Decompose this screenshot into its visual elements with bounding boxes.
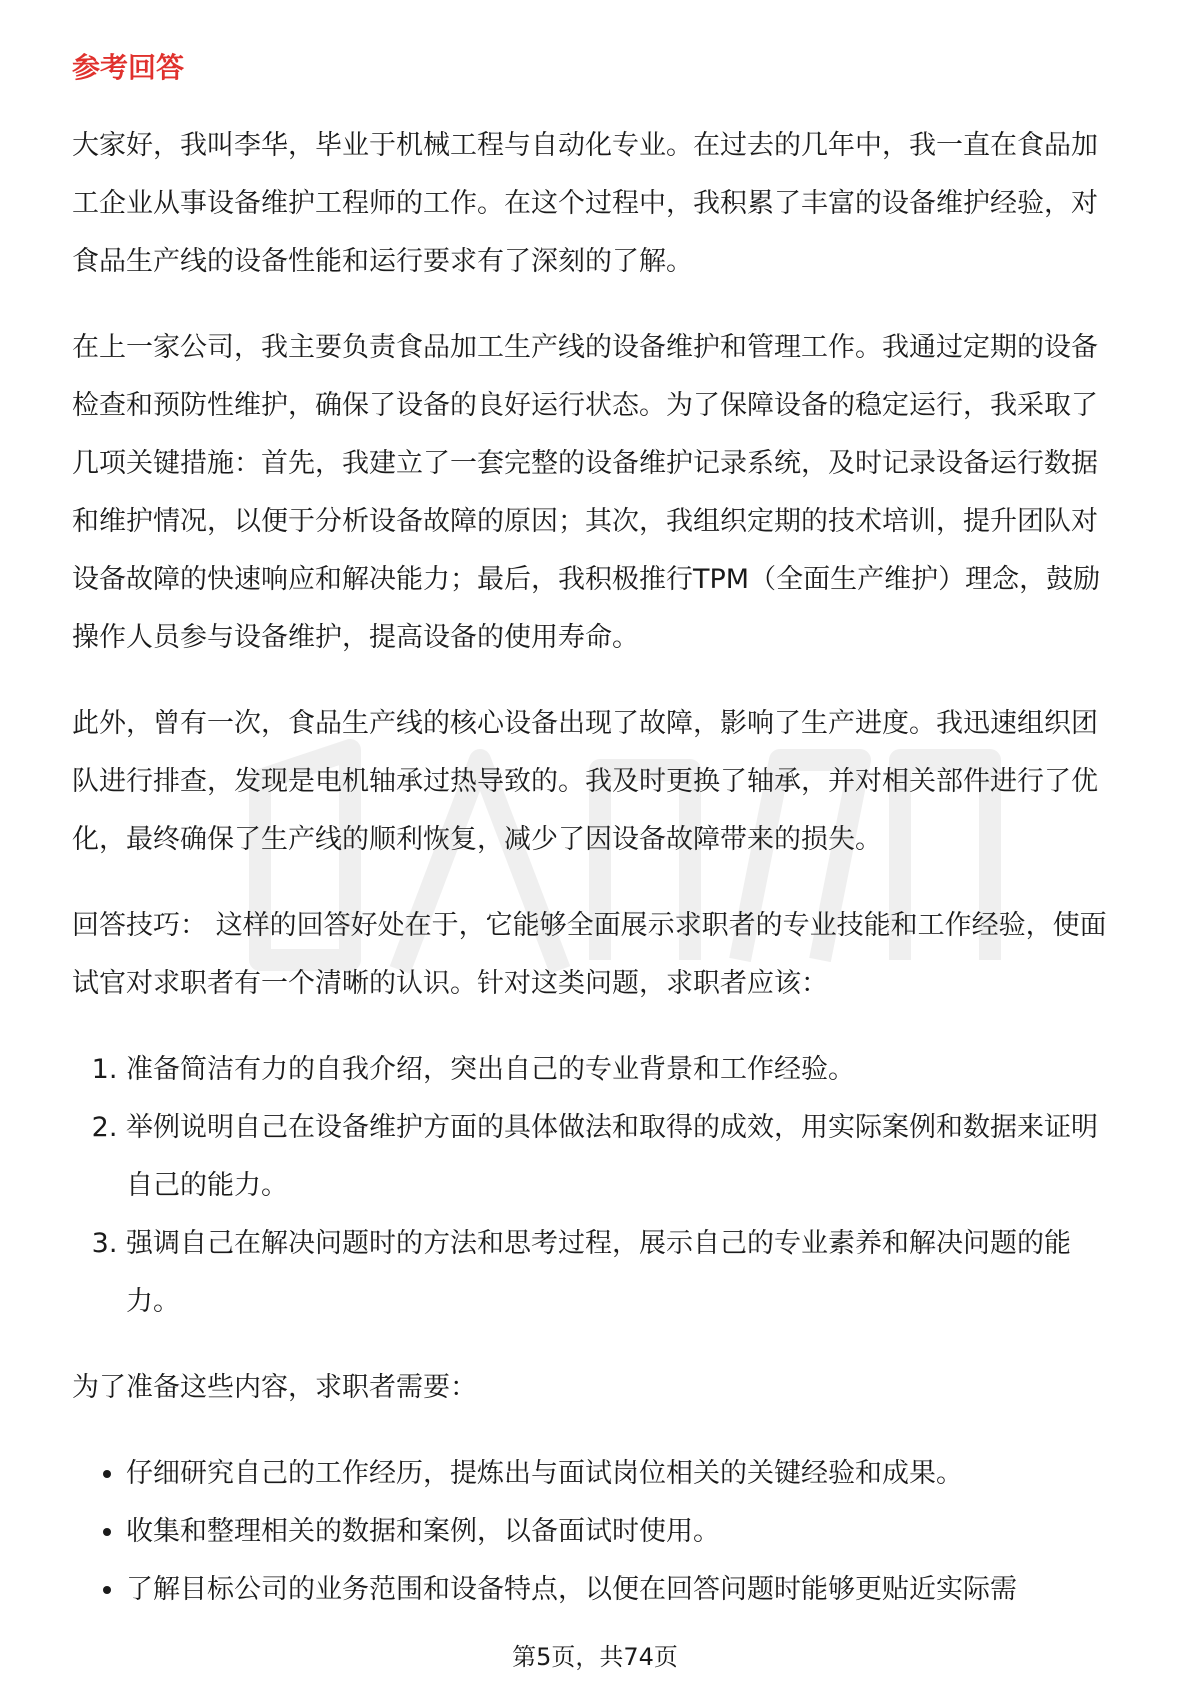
intro-paragraph: 大家好，我叫李华，毕业于机械工程与自动化专业。在过去的几年中，我一直在食品加工企业从事设备维护工程师的工作。在这个过程中，我积累了丰富的设备维护经验，对食品生产线的设备性能和运行要求有了深刻的了解。 [72, 130, 1098, 277]
list-item: 3. 强调自己在解决问题时的方法和思考过程，展示自己的专业素养和解决问题的能力。 [126, 1215, 1120, 1331]
tips-numbered-list [72, 1041, 1120, 1331]
prep-intro: 为了准备这些内容，求职者需要： [72, 1372, 477, 1403]
section-heading: 参考回答 [72, 51, 185, 84]
incident-paragraph: 此外，曾有一次，食品生产线的核心设备出现了故障，影响了生产进度。我迅速组织团队进行排查，发现是电机轴承过热导致的。我及时更换了轴承，并对相关部件进行了优化，最终确保了生产线的顺利恢复，减少了因设备故障带来的损失。 [72, 708, 1098, 855]
answer-body [72, 117, 1120, 1619]
list-item: 1. 准备简洁有力的自我介绍，突出自己的专业背景和工作经验。 [126, 1041, 1120, 1099]
list-item: • 了解目标公司的业务范围和设备特点，以便在回答问题时能够更贴近实际需 [126, 1561, 1120, 1619]
list-item: 2. 举例说明自己在设备维护方面的具体做法和取得的成效，用实际案例和数据来证明自己的能力。 [126, 1099, 1120, 1215]
page-number-footer: 第5页，共74页 [512, 1643, 678, 1671]
list-item: • 仔细研究自己的工作经历，提炼出与面试岗位相关的关键经验和成果。 [126, 1445, 1120, 1503]
experience-paragraph: 在上一家公司，我主要负责食品加工生产线的设备维护和管理工作。我通过定期的设备检查和预防性维护，确保了设备的良好运行状态。为了保障设备的稳定运行，我采取了几项关键措施：首先，我建立了一套完整的设备维护记录系统，及时记录设备运行数据和维护情况，以便于分析设备故障的原因；其次，我组织定期的技术培训，提升团队对设备故障的快速响应和解决能力；最后，我积极推行TPM（全面生产维护）理念，鼓励操作人员参与设备维护，提高设备的使用寿命。 [72, 332, 1101, 653]
prep-bullet-list [72, 1445, 1120, 1619]
list-item: • 收集和整理相关的数据和案例，以备面试时使用。 [126, 1503, 1120, 1561]
tips-paragraph: 回答技巧： 这样的回答好处在于，它能够全面展示求职者的专业技能和工作经验，使面试官对求职者有一个清晰的认识。针对这类问题，求职者应该： [72, 910, 1107, 999]
